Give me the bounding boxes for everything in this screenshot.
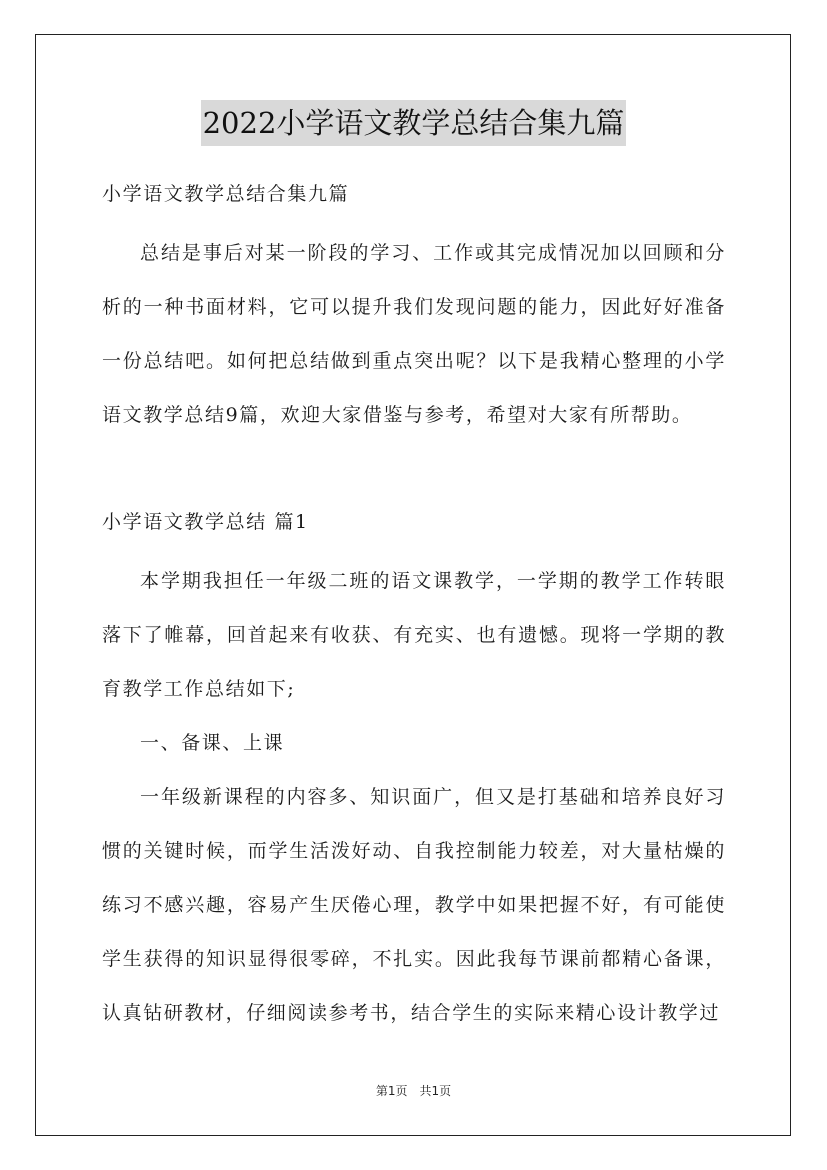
sub-heading: 一、备课、上课	[140, 732, 285, 754]
page-footer: 第1页 共1页	[375, 1084, 452, 1098]
section-gap	[102, 442, 726, 502]
section-paragraph-2: 一年级新课程的内容多、知识面广，但又是打基础和培养良好习惯的关键时候，而学生活泼好动、自我控制能力较差，对大量枯燥的练习不感兴趣，容易产生厌倦心理，教学中如果把握不好，有可能使学生获得的知识显得很零碎，不扎实。因此我每节课前都精心备课，认真钻研教材，仔细阅读参考书，结合学生的实际来精心设计教学过	[102, 786, 726, 1024]
document-body	[102, 174, 726, 1040]
document-subtitle: 小学语文教学总结合集九篇	[102, 183, 350, 205]
intro-paragraph: 总结是事后对某一阶段的学习、工作或其完成情况加以回顾和分析的一种书面材料，它可以提升我们发现问题的能力，因此好好准备一份总结吧。如何把总结做到重点突出呢？以下是我精心整理的小学语文教学总结9篇，欢迎大家借鉴与参考，希望对大家有所帮助。	[102, 242, 726, 426]
document-title: 2022小学语文教学总结合集九篇	[201, 100, 627, 146]
title-container	[0, 100, 827, 146]
section-paragraph: 本学期我担任一年级二班的语文课教学，一学期的教学工作转眼落下了帷幕，回首起来有收获、有充实、也有遗憾。现将一学期的教育教学工作总结如下;	[102, 570, 726, 700]
section-heading: 小学语文教学总结 篇1	[102, 511, 309, 533]
